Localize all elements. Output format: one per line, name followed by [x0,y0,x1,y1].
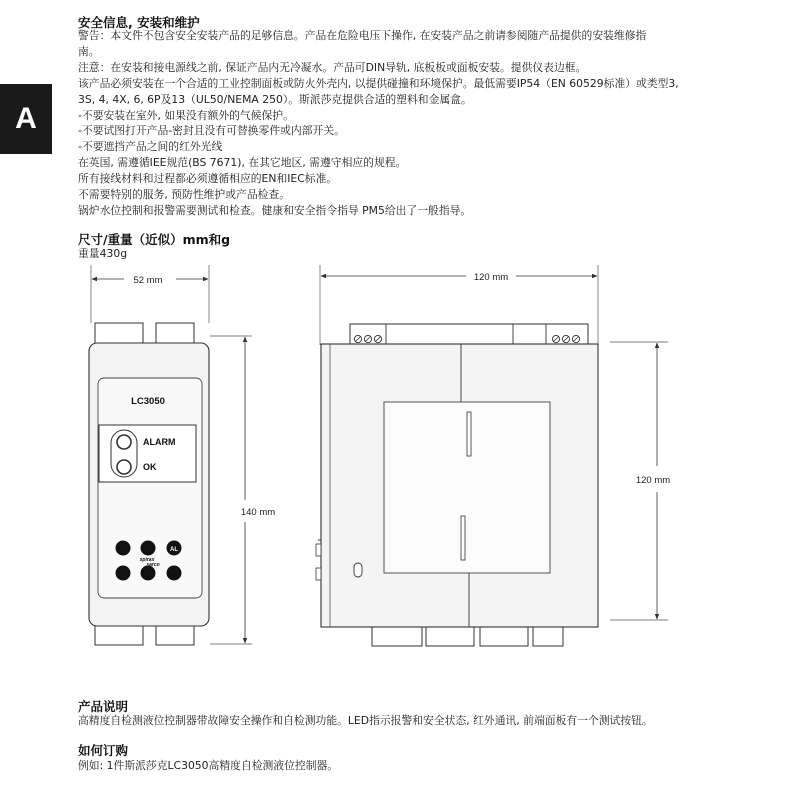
safety-line: 该产品必须安装在一个合适的工业控制面板或防火外壳内, 以提供碰撞和环境保护。最低需要IP54（EN 60529标准）或类型3, [78,76,679,90]
safety-line: 在英国, 需遵循IEE规范(BS 7671), 在其它地区, 需遵守相应的规程。 [78,156,407,170]
description-text: 高精度自检测液位控制器带故障安全操作和自检测功能。LED指示报警和安全状态, 红外通讯, 前端面板有一个测试按钮。 [78,714,653,727]
section-tab-a: A [0,84,52,154]
safety-line: 不需要特别的服务, 预防性维护或产品检查。 [78,188,291,202]
front-button [167,566,182,581]
safety-line: -不要试图打开产品-密封且没有可替换零件或内部开关。 [78,124,345,138]
safety-line: 注意：在安装和接电源线之前, 保证产品内无冷凝水。产品可DIN导轨, 底板板或面板安装。提供仪表边框。 [78,60,587,74]
front-height-label: 140 mm [240,507,276,518]
safety-line: 所有接线材料和过程都必须遵循相应的EN和IEC标准。 [78,172,338,186]
side-view [316,265,670,646]
ok-led [117,460,131,474]
safety-line: 南。 [78,44,100,58]
alarm-label: ALARM [143,437,176,447]
front-button [116,566,131,581]
alarm-led [117,435,131,449]
weight-text: 重量430g [78,247,128,260]
safety-line: 锅炉水位控制和报警需要测试和检查。健康和安全指令指导 PM5给出了一般指导。 [78,203,472,217]
front-width-label: 52 mm [133,275,163,286]
front-view [89,265,275,645]
ok-label: OK [143,462,157,472]
front-button [116,541,131,556]
model-label: LC3050 [131,396,165,407]
safety-line: -不要安装在室外, 如果没有额外的气候保护。 [78,108,294,122]
al-button-label: AL [170,547,178,553]
dimensions-title: 尺寸/重量（近似）mm和g [78,232,231,247]
order-title: 如何订购 [78,743,129,758]
safety-line: 3S, 4, 4X, 6, 6P及13（UL50/NEMA 250）。斯派莎克提供合适的塑料和金属盒。 [78,92,472,106]
front-button [141,541,156,556]
safety-title: 安全信息, 安装和维护 [78,15,200,30]
safety-line: 警告：本文件不包含安全安装产品的足够信息。产品在危险电压下操作, 在安装产品之前请参阅随产品提供的安装维修指 [78,29,647,42]
safety-line: -不要遮挡产品之间的红外光线 [78,140,223,154]
side-width-label: 120 mm [473,272,509,283]
side-height-label: 120 mm [635,475,671,486]
description-title: 产品说明 [78,699,129,714]
brand-logo-line1: spirax [139,557,155,563]
brand-logo-line2: sarco [146,562,160,568]
order-text: 例如: 1件斯派莎克LC3050高精度自检测液位控制器。 [78,759,339,772]
